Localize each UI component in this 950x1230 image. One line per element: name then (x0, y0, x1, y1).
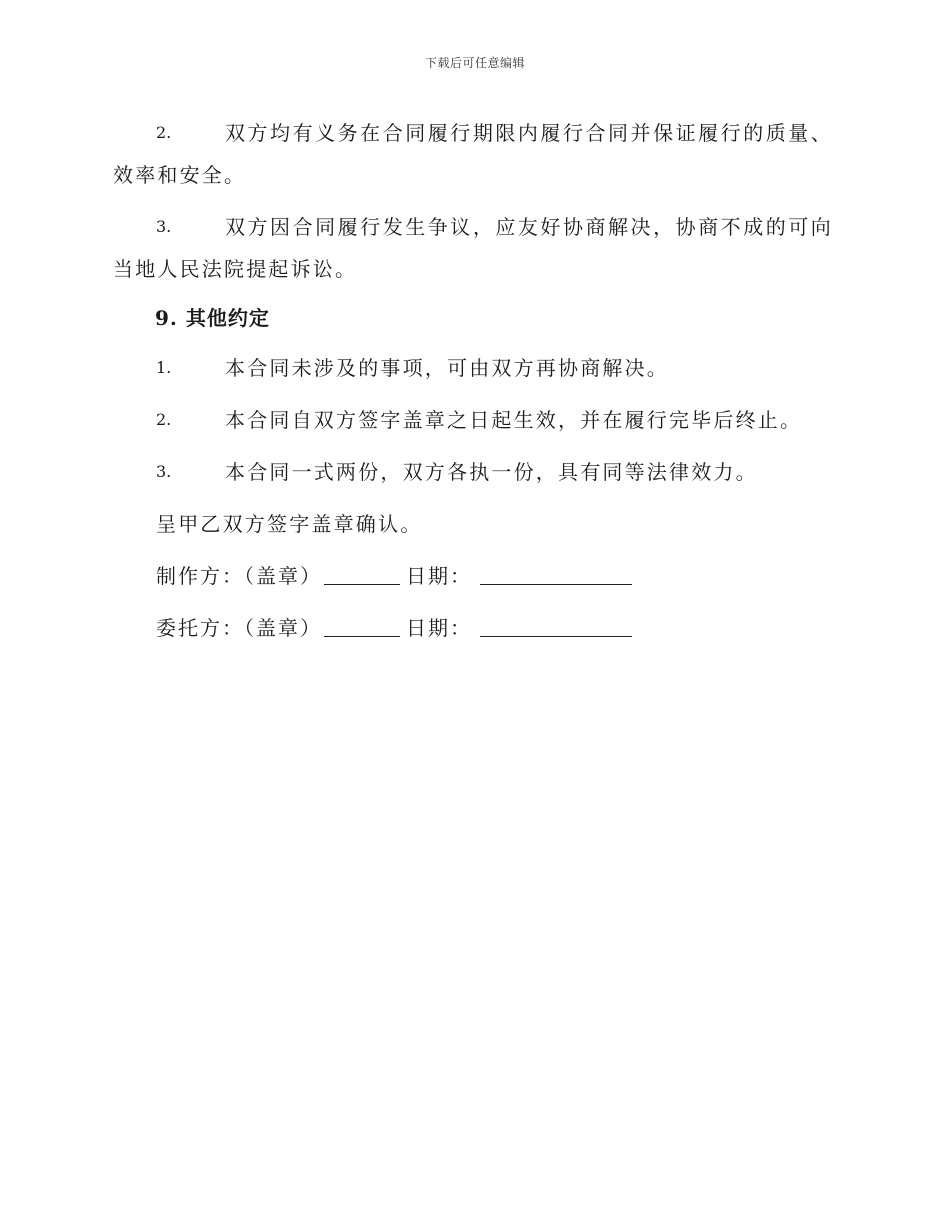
clause-number: 2. (156, 123, 172, 142)
section-heading: 9. 其他约定 (155, 306, 270, 330)
party-label: 委托方： (156, 616, 244, 640)
clause-item (113, 456, 833, 488)
clause-item (113, 404, 833, 436)
clause-text: 本合同未涉及的事项，可由双方再协商解决。 (225, 356, 669, 380)
header-note: 下载后可任意编辑 (424, 56, 525, 70)
clause-text: 双方均有义务在合同履行期限内履行合同并保证履行的质量、效率和安全。 (113, 121, 833, 187)
date-blank (480, 616, 632, 637)
signature-line-maker (113, 560, 833, 592)
clause-number: 3. (156, 462, 172, 481)
seal-blank (324, 564, 400, 585)
clause-item (113, 206, 833, 290)
date-blank (480, 564, 632, 585)
clause-number: 3. (156, 217, 172, 236)
seal-label: （盖章） (244, 616, 322, 640)
seal-blank (324, 616, 400, 637)
clause-text: 本合同一式两份，双方各执一份，具有同等法律效力。 (225, 460, 758, 484)
seal-label: （盖章） (244, 564, 322, 588)
confirmation-text: 呈甲乙双方签字盖章确认。 (156, 512, 423, 536)
clause-text: 本合同自双方签字盖章之日起生效，并在履行完毕后终止。 (225, 408, 803, 432)
party-label: 制作方： (156, 564, 244, 588)
clause-item (113, 352, 833, 384)
date-label: 日期： (406, 616, 472, 640)
signature-line-client (113, 612, 833, 644)
clause-number: 1. (156, 358, 172, 377)
clause-number: 2. (156, 410, 172, 429)
clause-text: 双方因合同履行发生争议，应友好协商解决，协商不成的可向当地人民法院提起诉讼。 (113, 215, 833, 281)
clause-item (113, 112, 833, 196)
document-body (113, 112, 833, 664)
date-label: 日期： (406, 564, 472, 588)
